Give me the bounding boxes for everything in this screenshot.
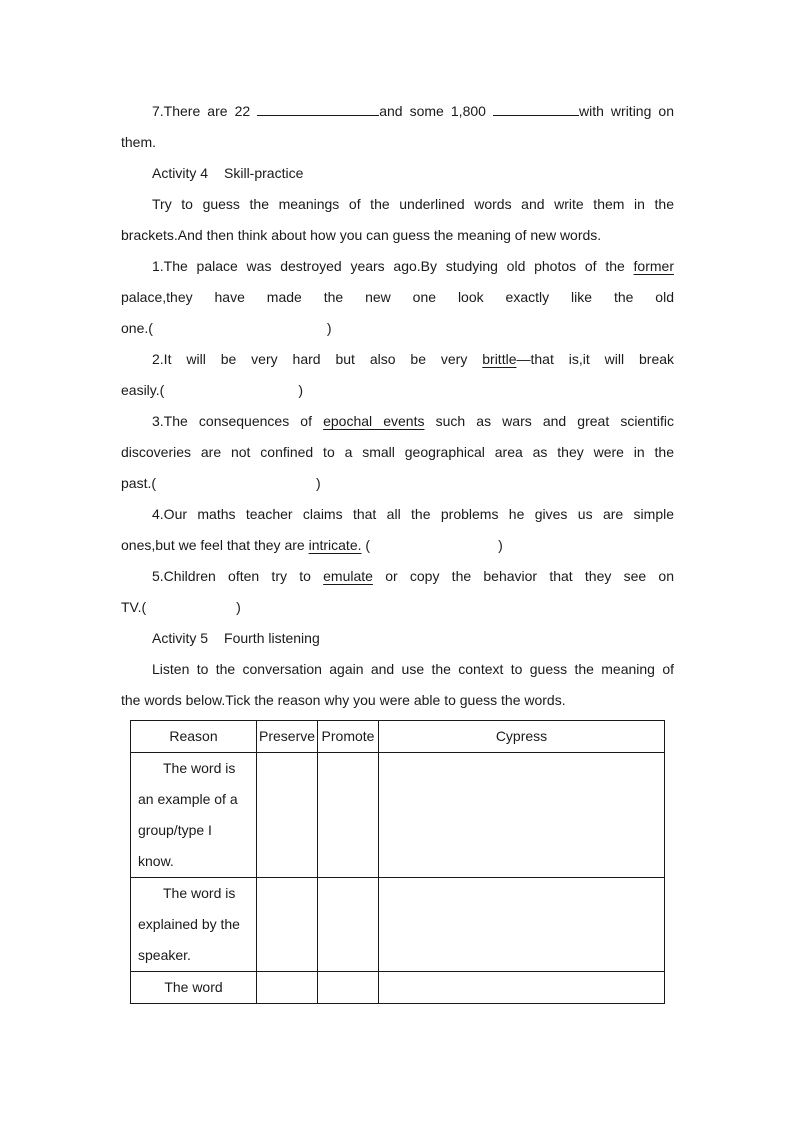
tick-cell-promote[interactable] bbox=[318, 753, 379, 878]
answer-blank[interactable] bbox=[257, 101, 379, 116]
header-preserve: Preserve bbox=[257, 721, 318, 753]
activity-5-heading: Activity 5 Fourth listening bbox=[152, 630, 320, 646]
tick-cell-preserve[interactable] bbox=[257, 753, 318, 878]
header-cypress: Cypress bbox=[379, 721, 665, 753]
tick-cell-cypress[interactable] bbox=[379, 753, 665, 878]
sentence-5: 5.Children often try to emulate or copy the behavior that they see on bbox=[152, 568, 674, 584]
sentence-4: 4.Our maths teacher claims that all the problems he gives us are simple bbox=[152, 506, 674, 522]
sentence-1-cont: palace,they have made the new one look exactly like the old bbox=[121, 289, 674, 305]
header-reason: Reason bbox=[131, 721, 257, 753]
sentence-3-answer: past.( ) bbox=[121, 475, 321, 491]
answer-blank[interactable] bbox=[493, 101, 579, 116]
sentence-1: 1.The palace was destroyed years ago.By studying old photos of the former bbox=[152, 258, 674, 274]
activity-4-heading: Activity 4 Skill-practice bbox=[152, 165, 304, 181]
underlined-word: epochal events bbox=[323, 413, 425, 429]
table-header-row bbox=[131, 721, 665, 753]
instruction-4-cont: brackets.And then think about how you can guess the meaning of new words. bbox=[121, 227, 602, 243]
sentence-2: 2.It will be very hard but also be very brittle—that is,it will break bbox=[152, 351, 675, 367]
question-7: 7.There are 22 and some 1,800 with writing on bbox=[152, 103, 675, 119]
underlined-word: brittle bbox=[482, 351, 517, 367]
sentence-2-answer: easily.( ) bbox=[121, 382, 303, 398]
underlined-word: former bbox=[633, 258, 674, 274]
text-block bbox=[121, 96, 674, 716]
tick-cell-cypress[interactable] bbox=[379, 878, 665, 972]
underlined-word: intricate. bbox=[308, 537, 362, 553]
tick-cell-promote[interactable] bbox=[318, 878, 379, 972]
sentence-5-answer: TV.( ) bbox=[121, 599, 241, 615]
question-7-cont: them. bbox=[121, 134, 157, 150]
table-row bbox=[131, 753, 665, 878]
table-row bbox=[131, 878, 665, 972]
reason-table bbox=[130, 720, 665, 1004]
table-row bbox=[131, 972, 665, 1004]
header-promote: Promote bbox=[318, 721, 379, 753]
tick-cell-preserve[interactable] bbox=[257, 972, 318, 1004]
sentence-1-answer: one.( ) bbox=[121, 320, 332, 336]
reason-cell: The word is an example of a group/type I know. bbox=[131, 753, 257, 878]
tick-cell-cypress[interactable] bbox=[379, 972, 665, 1004]
instruction-5: Listen to the conversation again and use the context to guess the meaning of bbox=[152, 661, 674, 677]
instruction-4: Try to guess the meanings of the underlined words and write them in the bbox=[152, 196, 674, 212]
instruction-5-cont: the words below.Tick the reason why you were able to guess the words. bbox=[121, 692, 566, 708]
sentence-3-cont: discoveries are not confined to a small geographical area as they were in the bbox=[121, 444, 674, 460]
sentence-4-cont: ones,but we feel that they are intricate. ( ) bbox=[121, 537, 503, 553]
tick-cell-promote[interactable] bbox=[318, 972, 379, 1004]
tick-cell-preserve[interactable] bbox=[257, 878, 318, 972]
sentence-3: 3.The consequences of epochal events such as wars and great scientific bbox=[152, 413, 674, 429]
reason-cell: The word bbox=[131, 972, 257, 1004]
underlined-word: emulate bbox=[323, 568, 373, 584]
reason-cell: The word is explained by the speaker. bbox=[131, 878, 257, 972]
